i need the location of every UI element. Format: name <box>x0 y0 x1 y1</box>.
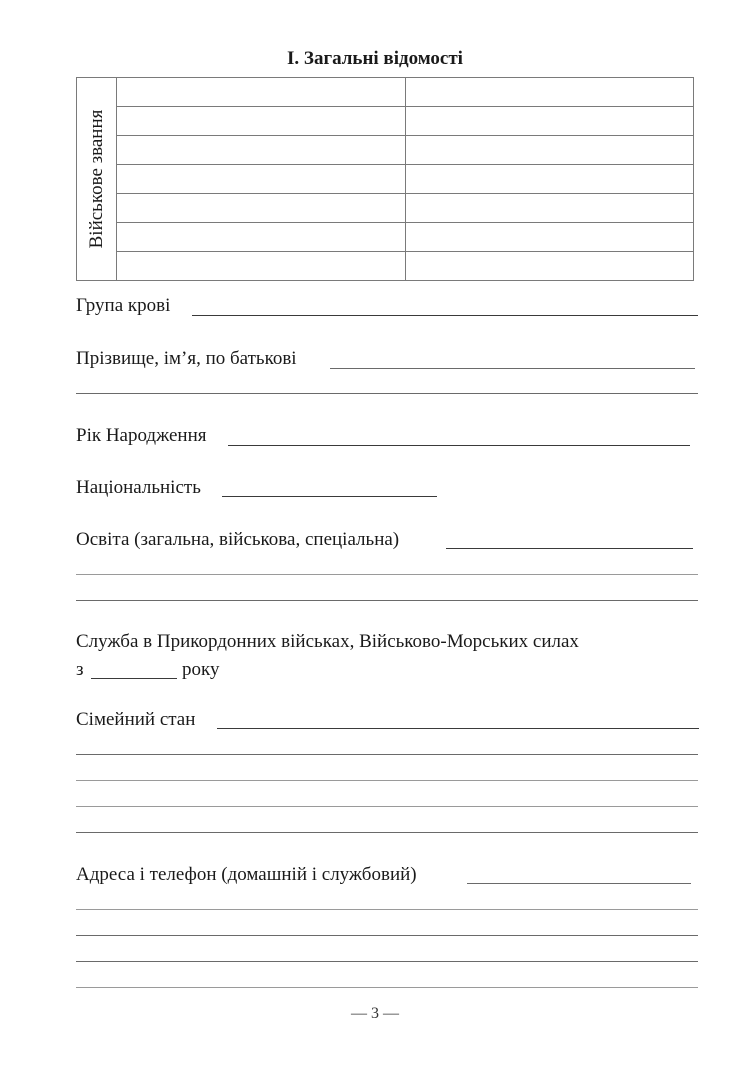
rank-cell[interactable] <box>117 107 406 136</box>
rank-cell[interactable] <box>406 223 694 252</box>
education-field[interactable] <box>446 548 693 549</box>
address-phone-field[interactable] <box>467 883 691 884</box>
full-name-field-line-2[interactable] <box>76 393 698 394</box>
rank-side-cell <box>77 78 117 281</box>
marital-status-label: Сімейний стан <box>76 709 196 730</box>
page-number: — 3 — <box>351 1005 399 1022</box>
rank-cell[interactable] <box>406 78 694 107</box>
marital-status-field-line-4[interactable] <box>76 806 698 807</box>
rank-cell[interactable] <box>406 136 694 165</box>
marital-status-field-line-3[interactable] <box>76 780 698 781</box>
service-since-prefix: з <box>76 659 84 680</box>
marital-status-field-line-5[interactable] <box>76 832 698 833</box>
address-phone-field-line-5[interactable] <box>76 987 698 988</box>
rank-cell[interactable] <box>117 165 406 194</box>
rank-cell[interactable] <box>117 252 406 281</box>
blood-group-label: Група крові <box>76 295 171 316</box>
rank-cell[interactable] <box>117 194 406 223</box>
military-rank-table <box>76 77 694 281</box>
rank-cell[interactable] <box>406 165 694 194</box>
rank-cell[interactable] <box>406 107 694 136</box>
section-title: I. Загальні відомості <box>287 48 463 69</box>
marital-status-field-line-2[interactable] <box>76 754 698 755</box>
marital-status-field[interactable] <box>217 728 699 729</box>
address-phone-field-line-2[interactable] <box>76 909 698 910</box>
birth-year-label: Рік Народження <box>76 425 207 446</box>
rank-cell[interactable] <box>406 194 694 223</box>
address-phone-label: Адреса і телефон (домашній і службовий) <box>76 864 417 885</box>
birth-year-field[interactable] <box>228 445 690 446</box>
full-name-label: Прізвище, ім’я, по батькові <box>76 348 297 369</box>
address-phone-field-line-4[interactable] <box>76 961 698 962</box>
rank-cell[interactable] <box>117 78 406 107</box>
full-name-field[interactable] <box>330 368 695 369</box>
rank-cell[interactable] <box>117 136 406 165</box>
service-since-suffix: року <box>182 659 220 680</box>
rank-cell[interactable] <box>406 252 694 281</box>
education-label: Освіта (загальна, військова, спеціальна) <box>76 529 400 550</box>
blood-group-field[interactable] <box>192 315 698 316</box>
military-rank-label: Військове звання <box>85 109 107 249</box>
nationality-label: Національність <box>76 477 201 498</box>
address-phone-field-line-3[interactable] <box>76 935 698 936</box>
service-label: Служба в Прикордонних військах, Військово-Морських силах <box>76 631 579 652</box>
rank-cell[interactable] <box>117 223 406 252</box>
education-field-line-3[interactable] <box>76 600 698 601</box>
service-since-year-field[interactable] <box>91 678 177 679</box>
education-field-line-2[interactable] <box>76 574 698 575</box>
nationality-field[interactable] <box>222 496 437 497</box>
